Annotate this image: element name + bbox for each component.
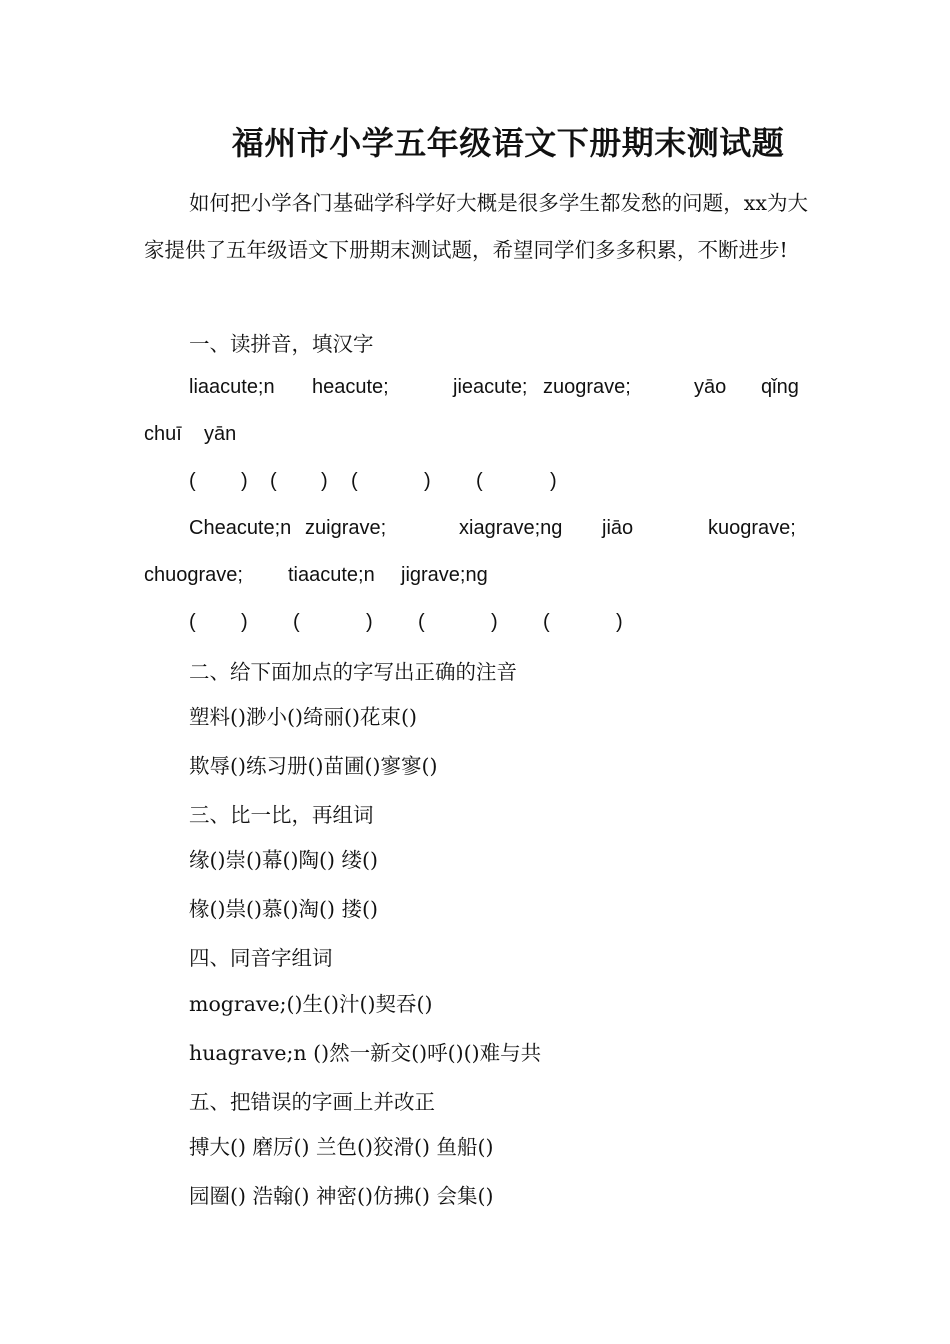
pinyin-item: yān [204, 423, 237, 445]
blank-open: ( [543, 611, 550, 633]
blank-open: ( [351, 470, 358, 492]
pinyin-item: liaacute;n [189, 376, 275, 398]
intro-paragraph: 如何把小学各门基础学科学好大概是很多学生都发愁的问题，xx为大家提供了五年级语文下册期末测试题，希望同学们多多积累，不断进步! [144, 191, 808, 262]
pinyin-item: xiagrave;ng [459, 517, 563, 539]
pinyin-item: jiāo [602, 517, 634, 539]
pinyin-item: jieacute; [453, 376, 528, 398]
blank-close: ) [616, 611, 623, 633]
blank-open: ( [189, 611, 196, 633]
blank-close: ) [424, 470, 431, 492]
pinyin-item: yāo [694, 376, 727, 398]
pinyin-item: chuī [144, 423, 182, 445]
document-title: 福州市小学五年级语文下册期末测试题 [231, 124, 785, 162]
blank-open: ( [476, 470, 483, 492]
exercise-line: 园圈() 浩翰() 神密()仿拂() 会集() [189, 1184, 494, 1208]
section-2-heading: 二、给下面加点的字写出正确的注音 [189, 660, 517, 684]
exercise-line: 缘()崇()幕()陶() 缕() [189, 848, 378, 872]
exercise-line: 搏大() 磨厉() 兰色()狡滑() 鱼船() [189, 1135, 494, 1159]
exercise-line: mograve;()生()汁()契吞() [189, 992, 433, 1016]
section-5-heading: 五、把错误的字画上并改正 [189, 1090, 435, 1114]
pinyin-item: zuograve; [543, 376, 631, 398]
pinyin-item: qǐng [761, 376, 799, 398]
pinyin-item: Cheacute;n [189, 517, 292, 539]
blank-open: ( [418, 611, 425, 633]
section-3-heading: 三、比一比，再组词 [189, 803, 374, 827]
section-1-heading: 一、读拼音，填汉字 [189, 332, 374, 356]
exercise-line: 塑料()渺小()绮丽()花束() [189, 705, 417, 729]
pinyin-item: tiaacute;n [288, 564, 375, 586]
pinyin-item: jigrave;ng [401, 564, 488, 586]
blank-close: ) [550, 470, 557, 492]
blank-close: ) [321, 470, 328, 492]
pinyin-item: kuograve; [708, 517, 796, 539]
exercise-line: 椽()祟()慕()淘() 搂() [189, 897, 378, 921]
exercise-line: 欺辱()练习册()苗圃()寥寥() [189, 754, 438, 778]
pinyin-item: zuigrave; [305, 517, 387, 539]
blank-open: ( [270, 470, 277, 492]
pinyin-item: chuograve; [144, 564, 243, 586]
blank-close: ) [241, 470, 248, 492]
blank-open: ( [293, 611, 300, 633]
blank-close: ) [241, 611, 248, 633]
blank-open: ( [189, 470, 196, 492]
section-4-heading: 四、同音字组词 [189, 946, 333, 970]
pinyin-item: heacute; [312, 376, 389, 398]
blank-close: ) [366, 611, 373, 633]
blank-close: ) [491, 611, 498, 633]
exercise-line: huagrave;n ()然一新交()呼()()难与共 [189, 1041, 542, 1065]
